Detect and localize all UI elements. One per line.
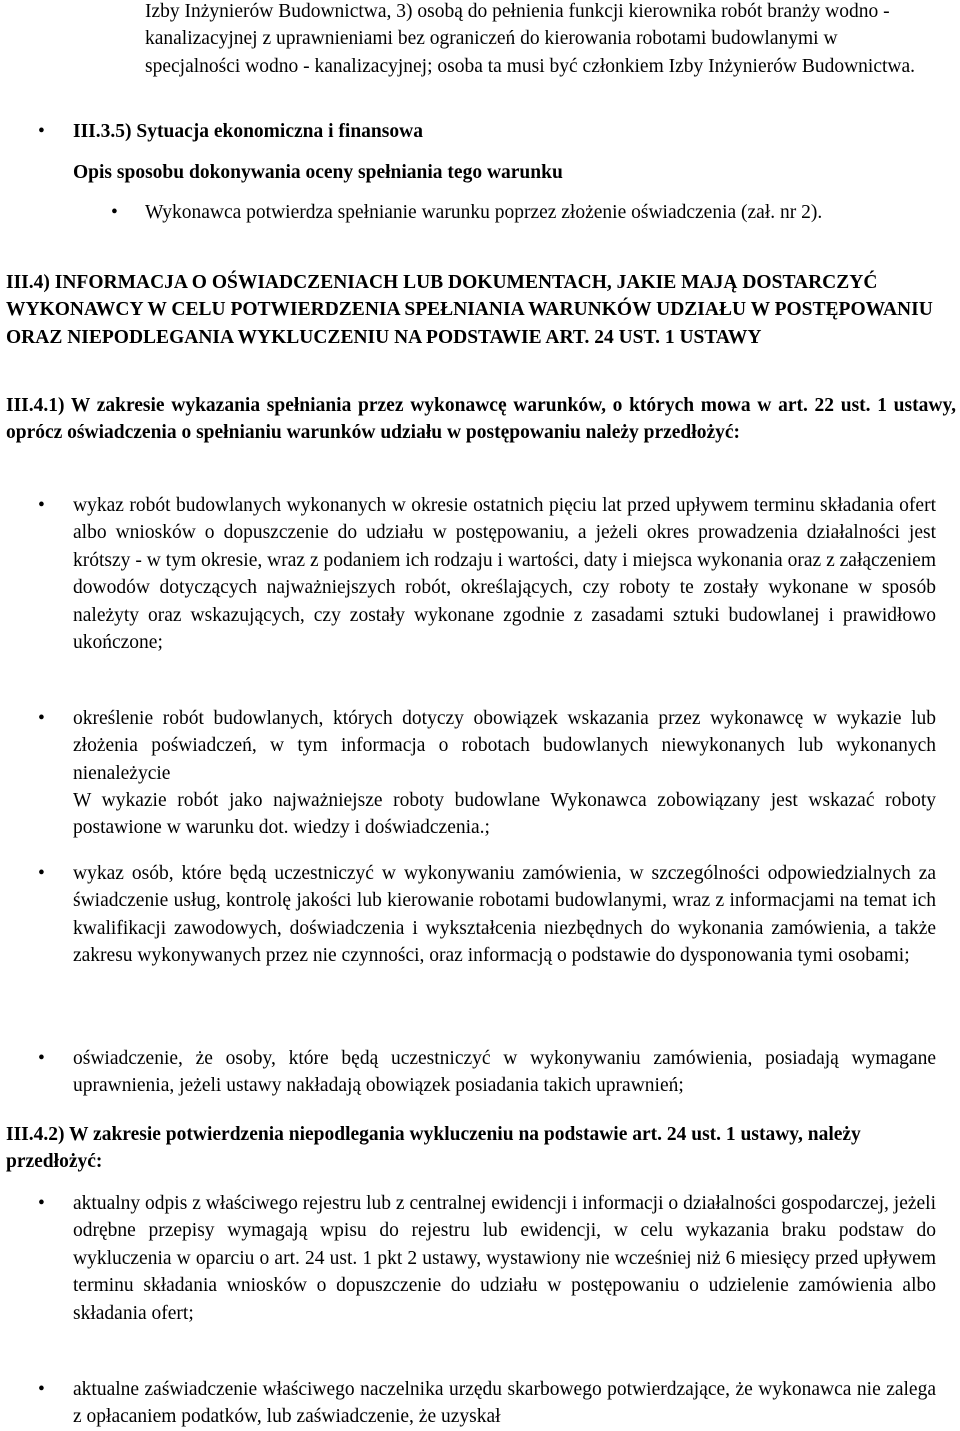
bullet-icon: • (38, 863, 45, 884)
section-heading-4-2: III.4.2) W zakresie potwierdzenia niepodlegania wykluczeniu na podstawie art. 24 ust. 1 ustawy, należy przedłożyć: (6, 1124, 861, 1173)
bullet-icon: • (38, 1193, 45, 1214)
bullet-icon: • (38, 121, 45, 142)
continuation-paragraph: Izby Inżynierów Budownictwa, 3) osobą do pełnienia funkcji kierownika robót branży wodno - kanalizacyjnej z uprawnieniami bez ograniczeń do kierowania robotami budowlanymi w specjalności wodno - kanalizacyjnej; osoba ta musi być członkiem Izby Inżynierów Budownictwa. (145, 1, 916, 77)
list-item: oświadczenie, że osoby, które będą uczestniczyć w wykonywaniu zamówienia, posiadają wymagane uprawnienia, jeżeli ustawy nakładają obowiązek posiadania takich uprawnień; (73, 1048, 936, 1097)
list-item: określenie robót budowlanych, których dotyczy obowiązek wskazania przez wykonawcę w wykazie lub złożenia poświadczeń, w tym informacja o robotach budowlanych niewykonanych lub wykonanych nienależycie (73, 708, 936, 784)
bullet-icon: • (38, 1048, 45, 1069)
list-item: wykaz robót budowlanych wykonanych w okresie ostatnich pięciu lat przed upływem terminu składania ofert albo wniosków o dopuszczenie do udziału w postępowaniu, a jeżeli okres prowadzenia działalności jest krótszy - w tym okresie, wraz z podaniem ich rodzaju i wartości, daty i miejsca wykonania oraz z załączeniem dowodów dotyczących najważniejszych robót, określających, czy roboty te zostały wykonane w sposób należyty oraz wskazujących, czy zostały wykonane zgodnie z zasadami sztuki budowlanej i prawidłowo ukończone; (73, 495, 936, 654)
list-item: aktualne zaświadczenie właściwego naczelnika urzędu skarbowego potwierdzające, że wykonawca nie zalega z opłacaniem podatków, lub zaświadczenie, że uzyskał (73, 1379, 936, 1428)
bullet-icon: • (38, 708, 45, 729)
section-heading-4: III.4) INFORMACJA O OŚWIADCZENIACH LUB DOKUMENTACH, JAKIE MAJĄ DOSTARCZYĆ WYKONAWCY W CELU POTWIERDZENIA SPEŁNIANIA WARUNKÓW UDZIAŁU W POSTĘPOWANIU ORAZ NIEPODLEGANIA WYKLUCZENIU NA PODSTAWIE ART. 24 UST. 1 USTAWY (6, 272, 933, 348)
list-item-continuation: W wykazie robót jako najważniejsze roboty budowlane Wykonawca zobowiązany jest wskazać roboty postawione w warunku dot. wiedzy i doświadczenia.; (73, 790, 936, 839)
condition-text: Wykonawca potwierdza spełnianie warunku poprzez złożenie oświadczenia (zał. nr 2). (145, 202, 823, 223)
section-heading-4-1: III.4.1) W zakresie wykazania spełniania przez wykonawcę warunków, o których mowa w art. 22 ust. 1 ustawy, oprócz oświadczenia o spełnianiu warunków udziału w postępowaniu należy przedłożyć: (6, 395, 956, 444)
bullet-icon: • (38, 495, 45, 516)
bullet-icon: • (111, 202, 118, 223)
bullet-icon: • (38, 1379, 45, 1400)
list-item: wykaz osób, które będą uczestniczyć w wykonywaniu zamówienia, w szczególności odpowiedzialnych za świadczenie usług, kontrolę jakości lub kierowanie robotami budowlanymi, wraz z informacjami na temat ich kwalifikacji zawodowych, doświadczenia i wykształcenia niezbędnych do wykonania zamówienia, a także zakresu wykonywanych przez nie czynności, oraz informacją o podstawie do dysponowania tymi osobami; (73, 863, 936, 967)
assessment-description-label: Opis sposobu dokonywania oceny spełniania tego warunku (73, 162, 563, 183)
section-heading-3-5: III.3.5) Sytuacja ekonomiczna i finansowa (73, 121, 423, 142)
list-item: aktualny odpis z właściwego rejestru lub z centralnej ewidencji i informacji o działalności gospodarczej, jeżeli odrębne przepisy wymagają wpisu do rejestru lub ewidencji, w celu wykazania braku podstaw do wykluczenia w oparciu o art. 24 ust. 1 pkt 2 ustawy, wystawiony nie wcześniej niż 6 miesięcy przed upływem terminu składania wniosków o dopuszczenie do udziału w postępowaniu o udzielenie zamówienia albo składania ofert; (73, 1193, 936, 1324)
